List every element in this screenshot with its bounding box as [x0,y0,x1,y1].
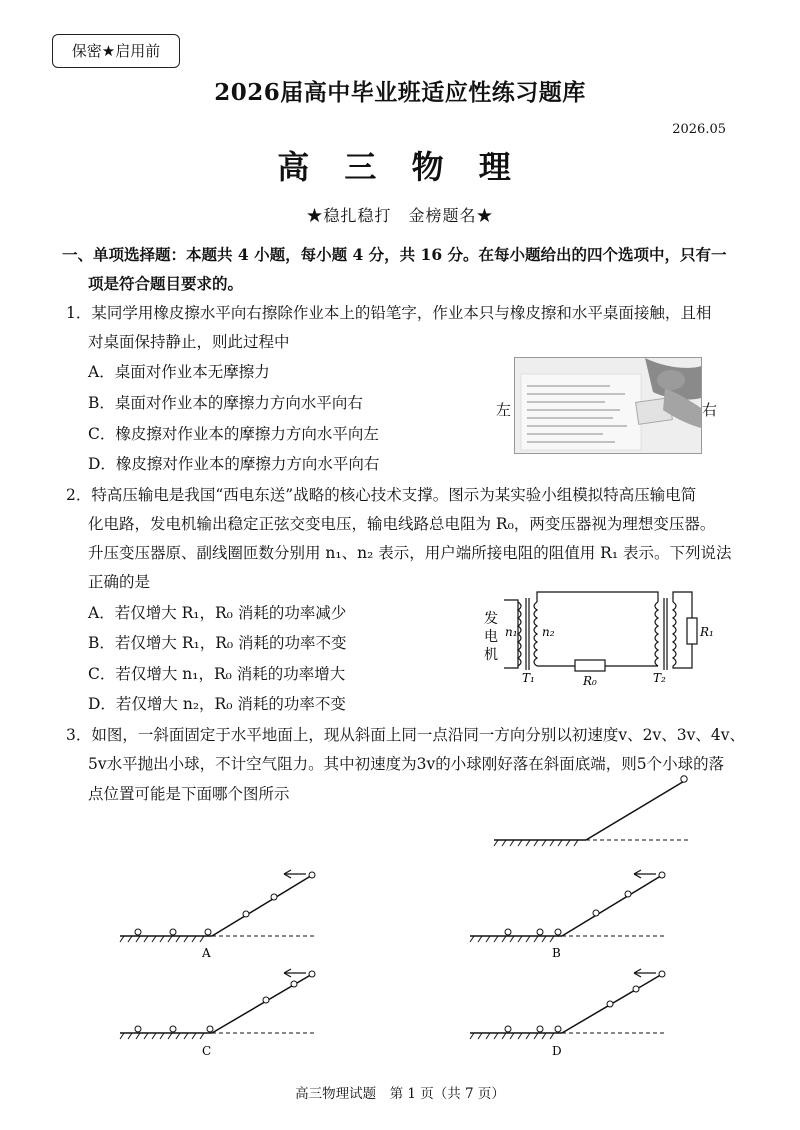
q2-stem-line3: 升压变压器原、副线圈匝数分别用 n₁、n₂ 表示，用户端所接电阻的阻值用 R₁ 表示。下列说法 [88,544,732,562]
q1-stem-line2: 对桌面保持静止，则此过程中 [88,333,290,351]
q3-stem-line2: 5v水平抛出小球，不计空气阻力。其中初速度为3v的小球刚好落在斜面底端，则5个小球的落 [88,755,725,773]
figure-d-label: D [552,1044,562,1058]
q2-option-c: C．若仅增大 n₁，R₀ 消耗的功率增大 [88,665,346,683]
q2-option-b: B．若仅增大 R₁，R₀ 消耗的功率不变 [88,634,347,652]
t2-secondary-coil [673,602,676,666]
exam-date: 2026.05 [672,122,726,137]
motto: ★稳扎稳打 金榜题名★ [306,206,494,225]
figure-b-label: B [552,946,561,960]
q3-figure-a [118,862,328,962]
eraser-photo [514,357,702,454]
q2-stem-line4: 正确的是 [88,573,151,591]
n1-label: n₁ [505,625,518,639]
generator-label-2: 电 [484,629,498,645]
photo-right-label: 右 [702,401,718,419]
transmission-top-wire [537,592,658,602]
q3-figure-b [468,862,678,962]
figure-c-label: C [202,1044,212,1058]
t2-primary-coil [655,602,658,666]
n2-label: n₂ [542,625,555,639]
q1-option-c: C．橡皮擦对作业本的摩擦力方向水平向左 [88,425,379,443]
r1-label: R₁ [700,625,714,639]
q1-stem-line1: 1．某同学用橡皮擦水平向右擦除作业本上的铅笔字，作业本只与橡皮擦和水平桌面接触，且相 [66,304,712,322]
confidential-badge: 保密★启用前 [52,34,180,68]
q2-stem-line2: 化电路，发电机输出稳定正弦交变电压，输电线路总电阻为 R₀，两变压器视为理想变压器。 [88,515,716,533]
generator-label-3: 机 [484,647,498,663]
q3-figure-d [468,965,678,1065]
q1-option-b: B．桌面对作业本的摩擦力方向水平向右 [88,394,363,412]
q3-stem-line1: 3．如图，一斜面固定于水平地面上，现从斜面上同一点沿同一方向分别以初速度v、2v、3v、4v、 [66,726,745,744]
generator-label-1: 发 [484,611,498,627]
figure-a-label: A [202,946,211,960]
photo-left-label: 左 [496,401,512,419]
q1-option-a: A．桌面对作业本无摩擦力 [88,363,270,381]
t1-label: T₁ [522,671,535,685]
t2-label: T₂ [653,671,666,685]
page-footer: 高三物理试题 第 1 页（共 7 页） [295,1086,505,1102]
q2-option-a: A．若仅增大 R₁，R₀ 消耗的功率减少 [88,604,347,622]
circuit-diagram [470,578,720,688]
q2-option-d: D．若仅增大 n₂，R₀ 消耗的功率不变 [88,695,346,713]
eraser-photo-illustration [515,358,701,453]
section-heading-line1: 一、单项选择题：本题共 4 小题，每小题 4 分，共 16 分。在每小题给出的四个选项中，只有一 [62,245,727,264]
r0-label: R₀ [583,674,597,688]
subject-title: 高 三 物 理 [277,148,523,186]
q1-option-d: D．橡皮擦对作业本的摩擦力方向水平向右 [88,455,380,473]
q3-stem-line3: 点位置可能是下面哪个图所示 [88,785,290,803]
r1-resistor [687,618,697,644]
q3-figure-c [118,965,328,1065]
exam-title: 2026届高中毕业班适应性练习题库 [214,79,586,106]
q2-stem-line1: 2．特高压输电是我国“西电东送”战略的核心技术支撑。图示为某实验小组模拟特高压输电简 [66,486,697,504]
section-heading-line2: 项是符合题目要求的。 [88,274,244,293]
r0-resistor [575,660,605,671]
t1-secondary-coil [534,602,537,666]
incline-main-figure [490,770,700,850]
